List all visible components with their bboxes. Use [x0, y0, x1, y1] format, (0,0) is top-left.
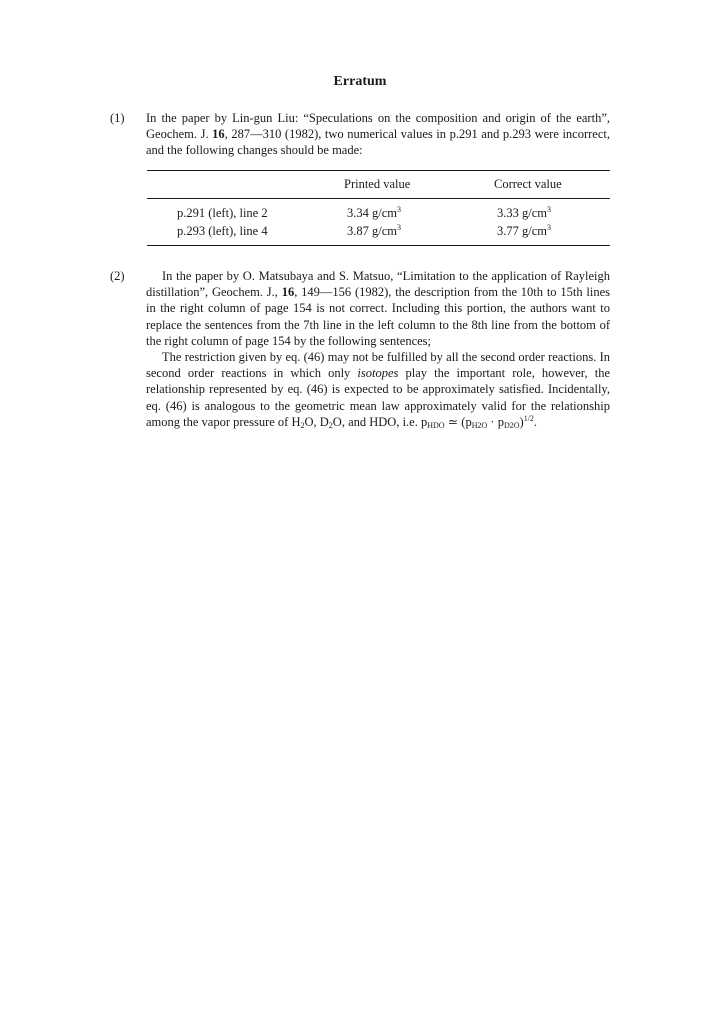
- item-2-paragraph-2: The restriction given by eq. (46) may not be fulfilled by all the second order reactions. In second order reactions in which only isotopes play the important role, however, the relationship represented by eq. (46) is expected to be approximately satisfied. Incidentally, eq. (46) is analogous to the geometric mean law approximately valid for the relationship among the vapor pressure of $H_2O$, $D_2O$, and HDO, i.e. $p_{HDO}$ ≃ $(p_{H2O} \cdot p_{D2O})^{1/2}$.: [146, 350, 610, 430]
- italic-isotopes: isotopes: [357, 366, 399, 381]
- row-printed-value: 3.34 $g/cm^3$: [347, 205, 401, 220]
- row-location: p.293 (left), line 4: [177, 224, 268, 238]
- correction-table: [147, 170, 610, 246]
- row-location: p.291 (left), line 2: [177, 206, 268, 220]
- row-correct-value: 3.33 $g/cm^3$: [497, 205, 551, 220]
- item-2-volume: 16: [281, 285, 295, 300]
- row-printed-value: 3.87 $g/cm^3$: [347, 223, 401, 238]
- item-1-text-b: , 287—310 (1982), two numerical values in p.291 and p.293 were incorrect, and the following changes should be made:: [146, 127, 610, 158]
- header-printed-value: Printed value: [344, 177, 411, 191]
- header-correct-value: Correct value: [494, 177, 562, 191]
- item-1-number: (1): [110, 111, 125, 125]
- table-row: [147, 223, 610, 241]
- item-2-paragraphs: [146, 268, 610, 430]
- table-header-row: [147, 171, 610, 199]
- item-1-paragraph: [146, 110, 610, 159]
- item-1-volume: 16: [212, 127, 225, 142]
- vapor-pressure-formula: $H_2O$, $D_2O$, and HDO, i.e. $p_{HDO}$ ≃ $(p_{H2O} \cdot p_{D2O})^{1/2}$.: [291, 413, 538, 430]
- table-row: [147, 205, 610, 223]
- row-correct-value: 3.77 $g/cm^3$: [497, 223, 551, 238]
- page-title: Erratum: [333, 74, 387, 89]
- item-2-number: (2): [110, 269, 125, 283]
- item-2-paragraph-1: In the paper by O. Matsubaya and S. Matsuo, “Limitation to the application of Rayleigh distillation”, Geochem. J., 16, 149—156 (1982), the description from the 10th to 15th lines in the right column of page 154 is not correct. Including this portion, the authors want to replace the sentences from the 7th line in the left column to the 8th line from the bottom of the right column of page 154 by the following sentences;: [146, 269, 611, 348]
- item-1-text-a: In the paper by Lin-gun Liu: “Speculations on the composition and origin of the earth”, Geochem. J.: [146, 111, 610, 142]
